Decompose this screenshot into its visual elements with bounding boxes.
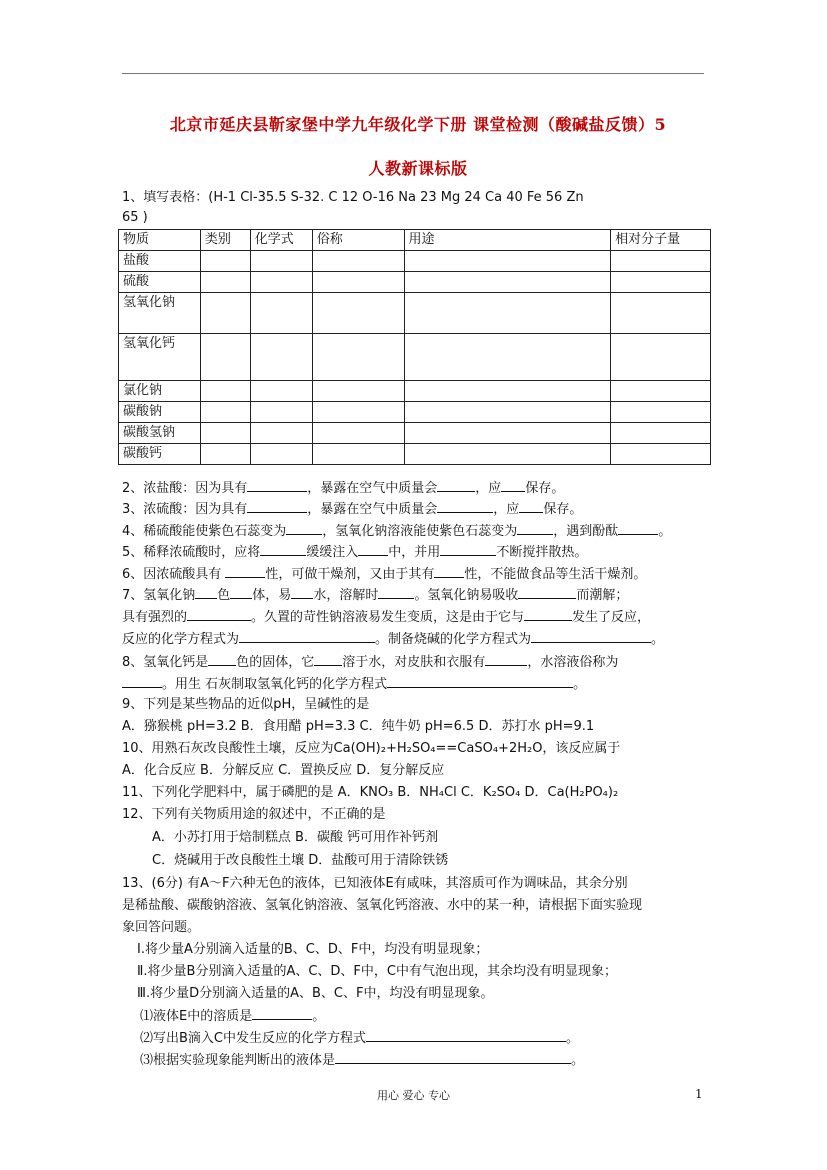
answer-blank[interactable] <box>437 479 475 492</box>
q13-stem: 13、(6分) 有A～F六种无色的液体，已知液体E有咸味，其溶质可作为调味品，其余分别 <box>122 876 628 891</box>
q8-text: 8、氢氧化钙是 <box>122 655 209 670</box>
answer-cell[interactable] <box>611 272 711 293</box>
header-cell: 相对分子量 <box>611 230 711 251</box>
answer-cell[interactable] <box>611 334 711 381</box>
q9-stem: 9、下列是某些物品的近似pH，呈碱性的是 <box>122 697 370 712</box>
answer-blank[interactable] <box>335 1051 571 1064</box>
q7-text: 。氢氧化钠易吸收 <box>414 588 519 603</box>
q5-text: 缓缓注入 <box>306 545 359 560</box>
answer-cell[interactable] <box>250 272 312 293</box>
header-cell: 类别 <box>200 230 250 251</box>
answer-blank[interactable] <box>524 608 572 621</box>
answer-blank[interactable] <box>247 500 307 513</box>
answer-cell[interactable] <box>404 381 611 402</box>
answer-blank[interactable] <box>314 653 342 666</box>
answer-cell[interactable] <box>611 381 711 402</box>
q13-step-2: Ⅱ.将少量B分别滴入适量的A、C、D、F中，C中有气泡出现，其余均没有明显现象； <box>137 964 617 979</box>
answer-cell[interactable] <box>611 423 711 444</box>
table-row <box>119 444 711 465</box>
answer-cell[interactable] <box>250 444 312 465</box>
table-row <box>119 293 711 334</box>
answer-cell[interactable] <box>312 402 404 423</box>
answer-cell[interactable] <box>200 272 250 293</box>
answer-blank[interactable] <box>225 565 265 578</box>
answer-cell[interactable] <box>250 381 312 402</box>
q13-sub-2 <box>140 1029 579 1047</box>
answer-blank[interactable] <box>531 630 651 643</box>
q13-text: 。 <box>566 1031 580 1046</box>
answer-blank[interactable] <box>252 1007 312 1020</box>
q10-options: A．化合反应 B．分解反应 C．置换反应 D．复分解反应 <box>122 763 445 778</box>
row-label: 碳酸钙 <box>119 444 201 465</box>
answer-blank[interactable] <box>358 543 388 556</box>
q10-stem: 10、用熟石灰改良酸性土壤，反应为Ca(OH)₂+H₂SO₄==CaSO₄+2H₂O，该反应属于 <box>122 741 621 756</box>
q4-text: 。 <box>658 524 672 539</box>
q8-text: ，水溶液俗称为 <box>527 655 619 670</box>
answer-cell[interactable] <box>611 444 711 465</box>
answer-cell[interactable] <box>312 272 404 293</box>
q13-text: ⑴液体E中的溶质是 <box>140 1009 253 1024</box>
answer-cell[interactable] <box>250 423 312 444</box>
table-header-row <box>119 230 711 251</box>
q8-line <box>122 653 618 671</box>
answer-blank[interactable] <box>239 630 375 643</box>
q7-text: 。制备烧碱的化学方程式为 <box>375 632 532 647</box>
answer-cell[interactable] <box>312 423 404 444</box>
answer-cell[interactable] <box>250 251 312 272</box>
q4-text: ，遇到酚酞 <box>553 524 619 539</box>
q6-text: 性，可做干燥剂，又由于其有 <box>265 567 435 582</box>
substance-table <box>118 229 711 465</box>
q2-text: ，暴露在空气中质量会 <box>307 481 438 496</box>
answer-blank[interactable] <box>122 675 162 688</box>
answer-blank[interactable] <box>501 479 525 492</box>
answer-blank[interactable] <box>517 522 553 535</box>
answer-blank[interactable] <box>618 522 658 535</box>
page-number: 1 <box>695 1087 703 1101</box>
row-label: 氢氧化钠 <box>119 293 201 334</box>
answer-cell[interactable] <box>200 423 250 444</box>
q7-text: 。久置的苛性钠溶液易发生变质，这是由于它与 <box>251 610 525 625</box>
q7-text: 水，溶解时 <box>313 588 379 603</box>
page-title: 北京市延庆县靳家堡中学九年级化学下册 课堂检测（酸碱盐反馈）5 <box>169 115 667 134</box>
q8-text: 。用生 石灰制取氢氧化钙的化学方程式 <box>162 677 388 692</box>
answer-cell[interactable] <box>404 334 611 381</box>
answer-blank[interactable] <box>230 586 252 599</box>
q3-text: 保存。 <box>543 502 583 517</box>
q9-options: A．猕猴桃 pH=3.2 B．食用醋 pH=3.3 C．纯牛奶 pH=6.5 D．苏打水 pH=9.1 <box>122 719 595 734</box>
answer-blank[interactable] <box>518 586 576 599</box>
answer-cell[interactable] <box>404 402 611 423</box>
answer-cell[interactable] <box>250 402 312 423</box>
answer-blank[interactable] <box>291 586 313 599</box>
q11-stem: 11、下列化学肥料中，属于磷肥的是 A．KNO₃ B．NH₄Cl C．K₂SO₄ D．Ca(H₂PO₄)₂ <box>122 785 619 800</box>
answer-blank[interactable] <box>440 543 496 556</box>
q8-text: 色的固体，它 <box>236 655 315 670</box>
q1-intro-cont: 65 ) <box>122 210 148 225</box>
table-row <box>119 381 711 402</box>
q13-step-3: Ⅲ.将少量D分别滴入适量的A、B、C、F中，均没有明显现象。 <box>137 986 494 1001</box>
answer-cell[interactable] <box>312 334 404 381</box>
row-label: 碳酸钠 <box>119 402 201 423</box>
q7-text: 反应的化学方程式为 <box>122 632 240 647</box>
table-row <box>119 251 711 272</box>
answer-cell[interactable] <box>200 381 250 402</box>
answer-cell[interactable] <box>611 402 711 423</box>
answer-blank[interactable] <box>286 522 322 535</box>
q8-text: 溶于水，对皮肤和衣服有 <box>342 655 486 670</box>
q7-text: 。 <box>651 632 665 647</box>
header-rule <box>122 73 704 74</box>
q2-text: 保存。 <box>525 481 565 496</box>
row-label: 碳酸氢钠 <box>119 423 201 444</box>
q12-stem: 12、下列有关物质用途的叙述中，不正确的是 <box>122 807 386 822</box>
q6-text: 6、因浓硫酸具有 <box>122 567 226 582</box>
table-row <box>119 402 711 423</box>
answer-blank[interactable] <box>519 500 543 513</box>
q13-sub-1 <box>140 1007 325 1025</box>
q7-line-2 <box>122 608 650 626</box>
q3-text: 3、浓硫酸：因为具有 <box>122 502 248 517</box>
answer-blank[interactable] <box>208 653 236 666</box>
row-label: 硫酸 <box>119 272 201 293</box>
answer-blank[interactable] <box>378 586 414 599</box>
q6-line <box>122 565 646 583</box>
q7-text: 7、氢氧化钠 <box>122 588 196 603</box>
answer-cell[interactable] <box>200 334 250 381</box>
q13-stem-3: 象回答问题。 <box>122 920 201 935</box>
q7-text: 发生了反应， <box>572 610 651 625</box>
answer-cell[interactable] <box>312 381 404 402</box>
answer-cell[interactable] <box>200 402 250 423</box>
answer-cell[interactable] <box>404 444 611 465</box>
row-label: 盐酸 <box>119 251 201 272</box>
q13-stem-2: 是稀盐酸、碳酸钠溶液、氢氧化钠溶液、氢氧化钙溶液、水中的某一种，请根据下面实验现 <box>122 898 643 913</box>
answer-cell[interactable] <box>312 444 404 465</box>
q1-intro: 1、填写表格：(H-1 Cl-35.5 S-32. C 12 O-16 Na 23 Mg 24 Ca 40 Fe 56 Zn <box>122 190 584 205</box>
q13-text: ⑵写出B滴入C中发生反应的化学方程式 <box>140 1031 366 1046</box>
q12-options-cd: C．烧碱用于改良酸性土壤 D．盐酸可用于清除铁锈 <box>152 853 449 868</box>
q6-text: 性，不能做食品等生活干燥剂。 <box>464 567 647 582</box>
q13-text: 。 <box>312 1009 326 1024</box>
header-cell: 用途 <box>404 230 611 251</box>
answer-cell[interactable] <box>312 293 404 334</box>
answer-blank[interactable] <box>247 479 307 492</box>
page-subtitle: 人教新课标版 <box>368 159 468 178</box>
q5-text: 5、稀释浓硫酸时，应将 <box>122 545 261 560</box>
q5-text: 中，并用 <box>388 545 441 560</box>
footer-motto: 用心 爱心 专心 <box>377 1089 450 1102</box>
answer-cell[interactable] <box>404 293 611 334</box>
q7-line <box>122 586 628 604</box>
q13-text: 。 <box>571 1053 585 1068</box>
answer-cell[interactable] <box>200 293 250 334</box>
answer-blank[interactable] <box>485 653 527 666</box>
header-cell: 物质 <box>119 230 201 251</box>
q7-text: 色 <box>217 588 231 603</box>
answer-cell[interactable] <box>611 251 711 272</box>
q8-text: 。 <box>573 677 587 692</box>
answer-cell[interactable] <box>611 293 711 334</box>
q7-line-3 <box>122 630 664 648</box>
q13-step-1: Ⅰ.将少量A分别滴入适量的B、C、D、F中，均没有明显现象； <box>137 942 489 957</box>
q3-text: ，暴露在空气中质量会 <box>307 502 438 517</box>
answer-cell[interactable] <box>312 251 404 272</box>
header-cell: 俗称 <box>312 230 404 251</box>
answer-cell[interactable] <box>404 423 611 444</box>
q4-text: 4、稀硫酸能使紫色石蕊变为 <box>122 524 287 539</box>
answer-cell[interactable] <box>404 272 611 293</box>
answer-blank[interactable] <box>366 1029 566 1042</box>
q8-line-2 <box>122 675 586 693</box>
header-cell: 化学式 <box>250 230 312 251</box>
q2-text: 2、浓盐酸：因为具有 <box>122 481 248 496</box>
q7-text: 体，易 <box>252 588 292 603</box>
q5-line <box>122 543 587 561</box>
q3-line <box>122 500 582 518</box>
q4-line <box>122 522 671 540</box>
answer-cell[interactable] <box>200 251 250 272</box>
q7-text: 而潮解； <box>576 588 629 603</box>
q4-text: ，氢氧化钠溶液能使紫色石蕊变为 <box>322 524 518 539</box>
table-row <box>119 423 711 444</box>
q13-text: ⑶根据实验现象能判断出的液体是 <box>140 1053 336 1068</box>
q2-line <box>122 479 564 497</box>
q2-text: ，应 <box>475 481 502 496</box>
q3-text: ，应 <box>493 502 520 517</box>
table-row <box>119 272 711 293</box>
answer-cell[interactable] <box>250 334 312 381</box>
answer-blank[interactable] <box>437 500 493 513</box>
answer-blank[interactable] <box>434 565 464 578</box>
table-row <box>119 334 711 381</box>
answer-blank[interactable] <box>387 675 573 688</box>
answer-cell[interactable] <box>404 251 611 272</box>
answer-cell[interactable] <box>200 444 250 465</box>
answer-blank[interactable] <box>187 608 251 621</box>
answer-blank[interactable] <box>195 586 217 599</box>
q5-text: 不断搅拌散热。 <box>496 545 588 560</box>
q13-sub-3 <box>140 1051 584 1069</box>
row-label: 氯化钠 <box>119 381 201 402</box>
q12-options-ab: A．小苏打用于焙制糕点 B．碳酸 钙可用作补钙剂 <box>152 830 439 845</box>
answer-cell[interactable] <box>250 293 312 334</box>
q7-text: 具有强烈的 <box>122 610 188 625</box>
row-label: 氢氧化钙 <box>119 334 201 381</box>
answer-blank[interactable] <box>260 543 306 556</box>
